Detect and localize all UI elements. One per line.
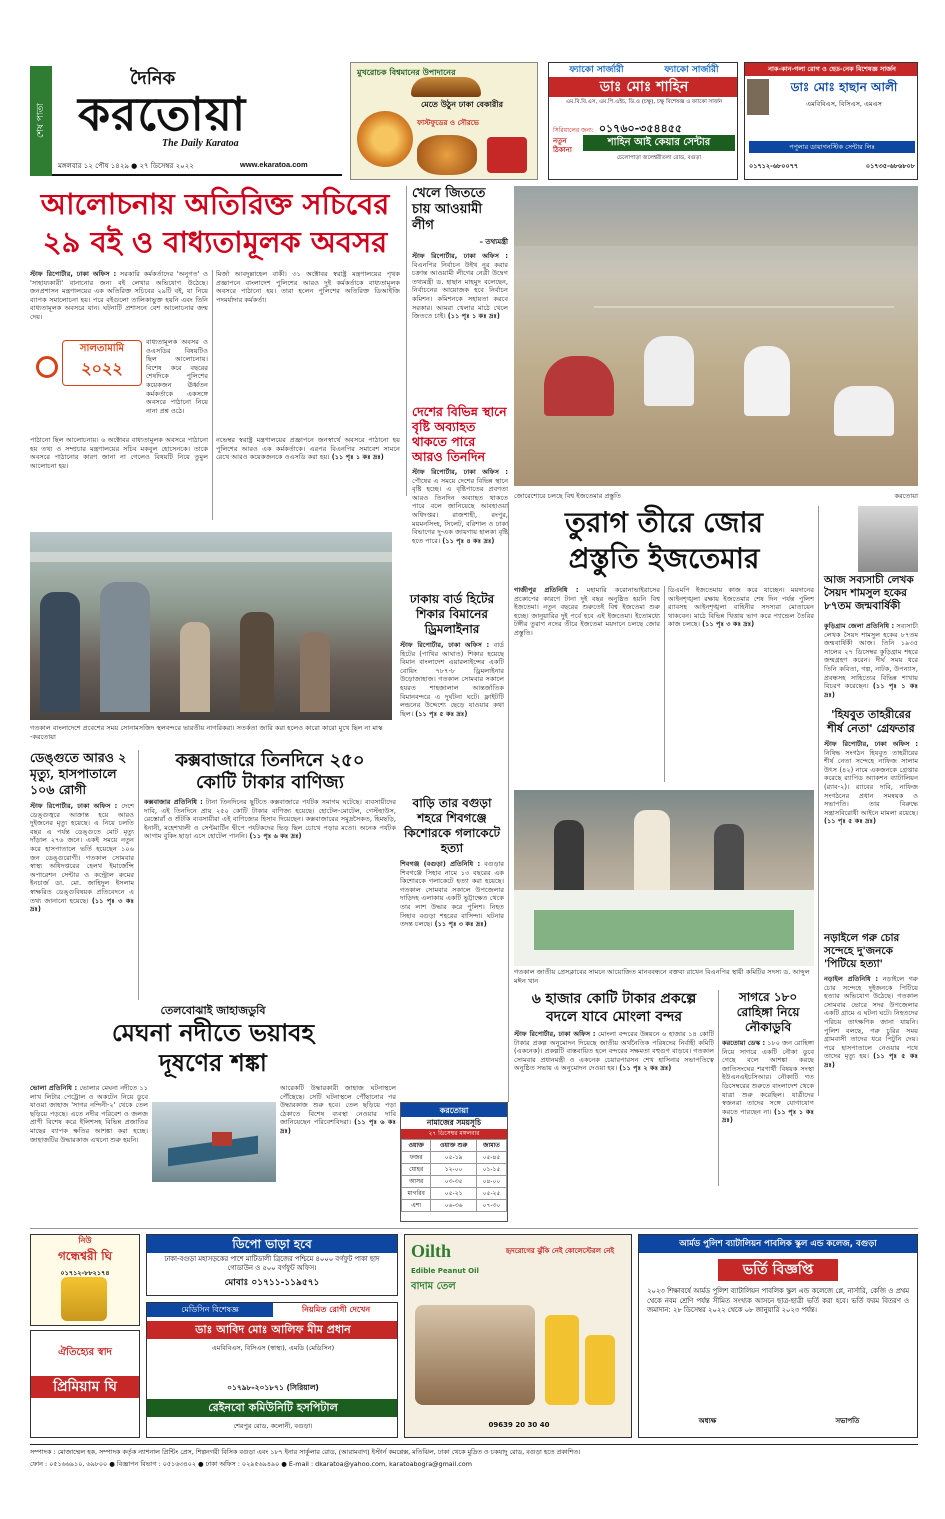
syed-photo bbox=[858, 506, 918, 572]
lead-body-col1c: পাঠানো ছিল আলোচনায়। ৬ অক্টোবর বাধ্যতামূলক অবসরে পাঠানো হয় তথ্য ও সম্প্রচার মন্ত্রণালয়ের সচিব মকবুল হোসেনকে। তাকে অবসরে পাঠানোর কারণ জানা না গেলেও বিষয়টি নিয়ে তুমুল আলোচনা হয়। bbox=[30, 436, 208, 470]
ent-ad-photo bbox=[747, 79, 769, 115]
border-photo bbox=[30, 532, 392, 720]
lead-body-col1b: বাধ্যতামূলক অবসর ও ওএসডির বিষয়টিও ছিল আলোচনায়। বিশেষ করে বছরের শেষদিকে পুলিশের কয়েকজন ঊর্ধ্বতন কর্মকর্তাকে একসঙ্গে অবসরে পাঠানো নিয়ে নানা প্রশ্ন ওঠে। bbox=[146, 338, 208, 415]
rohingya-story: সাগরে ১৮০ রোহিঙ্গা নিয়ে নৌকাডুবি করতোয়া ডেস্ক : ১৮০ জন রোহিঙ্গা নিয়ে সাগরে একটি নৌকা ডুবে গেছে বলে আশঙ্কা করছে জাতিসংঘের শরণার্থী বিষয়ক সংস্থা ইউএনএইচসিআর। নৌকাটি গত ডিসেম্বরের শুরুতে বাংলাদেশ থেকে যাত্রা শুরু করেছিল। যাত্রীদের স্বজনরা তাদের সঙ্গে যোগাযোগ করতে পারছেন না। (১১ পৃঃ ১ কঃ দ্রঃ) bbox=[722, 990, 814, 1125]
eye-ad-phone: ০১৭৬০-৩৫৪৪৫৫ bbox=[598, 122, 683, 135]
ent-ad-topline: নাক-কান-গলা রোগ ও হেড-নেক বিশেষজ্ঞ সার্জন bbox=[745, 63, 918, 76]
rohingya-continue[interactable]: (১১ পৃঃ ১ কঃ দ্রঃ) bbox=[722, 1107, 814, 1125]
birdhit-headline: ঢাকায় বার্ড হিটের শিকার বিমানের ড্রিমলাইনার bbox=[409, 592, 495, 636]
bakery-logo bbox=[487, 137, 527, 173]
prayer-times-box bbox=[400, 1102, 508, 1222]
imprint-contacts: ফোন : ০৫১৬৬৯১০, ৬৯৮০০ ● বিজ্ঞাপন বিভাগ : ০৫১৬৩৪০২ ● ঢাকা অফিস : ০২৯৫৬৯৪৯০ ● E-mail : dkaratoa@yahoo.com, karatoabogra@gmail.com bbox=[30, 1460, 472, 1468]
saltamami-badge bbox=[62, 340, 142, 386]
shibganj-continue[interactable]: (১১ পৃঃ ৩ কঃ দ্রঃ) bbox=[434, 920, 487, 929]
meghna-story: তেলবোঝাই জাহাজডুবি মেঘনা নদীতে ভয়াবহ দূষণের শঙ্কা ভোলা প্রতিনিধি : ভোলার মেঘনা নদীতে ১১ লাখ লিটার পেট্রোল ও অকটেন নিয়ে ডুবে যাওয়া জাহাজ 'সাগর নন্দিনী-২' থেকে তেল ছড়িয়ে পড়ছে। এতে নদীর পরিবেশ ও জলজ প্রাণী বিশেষ করে ইলিশসহ বিভিন্ন প্রজাতির মাছের ব্যাপক ক্ষতির আশঙ্কা করা হচ্ছে। জাহাজটির উদ্ধারকাজ এখনো শুরু হয়নি। আরেকটি উদ্ধারকারী জাহাজ ঘটনাস্থলে পৌঁছেছে। সেটি ঘটনাস্থলে পৌঁছানোর পর উদ্ধারকাজ শুরু হবে। তেল ছড়িয়ে পড়া ঠেকাতে বিশেষ ব্যবস্থা নেওয়ার দাবি জানিয়েছেন পরিবেশবিদরা। (১১ পৃঃ ৬ কঃ দ্রঃ) bbox=[30, 1004, 396, 1222]
prayer-date: ২৭ ডিসেম্বর মঙ্গলবার bbox=[401, 1129, 507, 1139]
prayer-row: আসর ০৩-৩৫ ০৪-০০ bbox=[402, 1176, 507, 1188]
ent-ad-degrees: এমবিবিএস, বিসিএস, এমএস bbox=[806, 100, 882, 108]
school-admission-ad[interactable]: আর্মড পুলিশ ব্যাটালিয়ন পাবলিক স্কুল এন্ড কলেজ, বগুড়া ভর্তি বিজ্ঞপ্তি ২০২৩ শিক্ষাবর্ষে আর্মড পুলিশ ব্যাটালিয়ন পাবলিক স্কুল এন্ড কলেজে প্লে, নার্সারি, কেজি ও প্রথম থেকে নবম শ্রেণি পর্যন্ত সীমিত সংখ্যক আসনে ছাত্র-ছাত্রী ভর্তি করা হবে। ভর্তি ফরম বিতরণ ও জমাদান: ২৮ ডিসেম্বর ২০২২ থেকে ০৮ জানুয়ারি ২০২৩ পর্যন্ত। অধ্যক্ষ সভাপতি bbox=[638, 1234, 918, 1438]
eye-ad-serial-label: সিরিয়ালের জন্য: bbox=[553, 127, 594, 134]
prayer-row: ফজর ০৫-১৯ ০৫-৪৫ bbox=[402, 1152, 507, 1164]
coxs-continue[interactable]: (১১ পৃঃ ৬ কঃ দ্রঃ) bbox=[249, 832, 302, 841]
coxs-headline-2: কোটি টাকার বাণিজ্য bbox=[196, 772, 344, 793]
side-label: শেষ পাতা bbox=[30, 66, 52, 176]
saltamami-year: ২০২২ bbox=[81, 359, 123, 378]
eye-ad-degrees: এম.বি.বি.এস, এম.পি.এইচ, ডি.ও (চক্ষু), চক্ষু বিশেষজ্ঞ ও ফ্যাকো সার্জন bbox=[565, 99, 723, 105]
eye-ad-tag-left: ফ্যাকো সার্জারী bbox=[549, 63, 644, 77]
ghee-ad-2[interactable]: ঐতিহ্যের স্বাদ প্রিমিয়াম ঘি bbox=[30, 1330, 140, 1438]
medicine-ad[interactable]: মেডিসিন বিশেষজ্ঞ নিয়মিত রোগী দেখেন ডাঃ আবিদ মোঃ আলিফ মীম প্রধান এমবিবিএস, বিসিএস (স্বাস্থ্য), এমডি (মেডিসিন) ০১৭৯৮-২০১৮৭১ (সিরিয়াল) রেইনবো কমিউনিটি হসপিটাল শেরপুর রোড, কলোনী, বগুড়া। bbox=[146, 1302, 398, 1438]
saltamami-label: সালতামামি bbox=[79, 343, 125, 354]
lead-body-col1: স্টাফ রিপোর্টার, ঢাকা অফিস : সরকারি কর্মকর্তাদের 'অনুগত' ও 'সাহায্যকারী' বানানোর জন্য বই লেখার অভিযোগ উঠেছে। জনপ্রশাসন মন্ত্রণালয়ের এক অতিরিক্ত সচিবের ২৯টি বই, যা নিয়ে ব্যাপক সমালোচনা হয়। পরে বইগুলো তালিকাভুক্ত হয়নি এবং তিনি বাধ্যতামূলক অবসরে যান। ঘটনাটি প্রশাসনে বেশ আলোচনার জন্ম দেয়। bbox=[30, 270, 208, 321]
rain-story: দেশের বিভিন্ন স্থানে বৃষ্টি অব্যাহত থাকতে পারে আরও তিনদিন স্টাফ রিপোর্টার, ঢাকা অফিস : পৌষের এ সময়ে দেশের বিভিন্ন স্থানে বৃষ্টি হচ্ছে। এ বৃষ্টিপাতের প্রবণতা আরও তিনদিন অব্যাহত থাকতে পারে বলে জানিয়েছে আবহাওয়া অধিদপ্তর। রাজশাহী, রংপুর, ময়মনসিংহ, সিলেট, বরিশাল ও ঢাকা বিভাগের দু-এক জায়গায় হালকা বৃষ্টি হতে পারে। (১১ পৃঃ ৪ কঃ দ্রঃ) bbox=[412, 404, 508, 545]
masthead-title-en: The Daily Karatoa bbox=[162, 138, 239, 149]
birdhit-story: ঢাকায় বার্ড হিটের শিকার বিমানের ড্রিমলাইনার স্টাফ রিপোর্টার, ঢাকা অফিস : বার্ড হিটের (পাখির আঘাত) শিকার হয়েছে বিমান বাংলাদেশ এয়ারলাইন্সের একটি বোয়িং ৭৮৭-৮ ড্রিমলাইনার উড়োজাহাজ। গতকাল সোমবার সকালে হযরত শাহজালাল আন্তর্জাতিক বিমানবন্দরে এ দুর্ঘটনা ঘটে। ফ্লাইটটি লন্ডনের উদ্দেশ্যে ছেড়ে যাওয়ার কথা ছিল। (১১ পৃঃ ৫ কঃ দ্রঃ) bbox=[400, 592, 504, 718]
lead-body-col2: মির্জা আবদুল্লাহেল বাকী। ৩১ অক্টোবর স্বরাষ্ট্র মন্ত্রণালয়ের পৃথক প্রজ্ঞাপনে বাংলাদেশ পুলিশের আরও দুই কর্মকর্তাকে বাধ্যতামূলক অবসরে পাঠানো হয়। তারা হলেন পুলিশের অতিরিক্ত ডিআইজি পদমর্যাদার কর্মকর্তা। bbox=[216, 270, 400, 304]
ijtema-continue[interactable]: (১১ পৃঃ ৩ কঃ দ্রঃ) bbox=[702, 620, 755, 629]
oil-bottle-image-2 bbox=[585, 1335, 615, 1405]
peanut-oil-ad[interactable]: Oilth Edible Peanut Oil বাদাম তেল হৃদরোগের ঝুঁকি নেই কোলেস্টেরল নেই 09639 20 30 40 bbox=[404, 1234, 632, 1438]
hefazat-headline: 'হিযবুত তাহরীরের শীর্ষ নেতা' গ্রেফতার bbox=[827, 708, 915, 735]
coxs-headline-1: কক্সবাজারে তিনদিনে ২৫০ bbox=[175, 750, 365, 771]
eye-ad[interactable] bbox=[548, 62, 738, 180]
ijtema-photo-credit: করতোয়া bbox=[894, 492, 918, 500]
awami-headline: খেলে জিততে চায় আওয়ামী লীগ bbox=[412, 186, 486, 233]
dengue-story: ডেঙ্গুতে আরও ২ মৃত্যু, হাসপাতালে ১০৬ রোগী স্টাফ রিপোর্টার, ঢাকা অফিস : দেশে ডেঙ্গুজ্বরে আক্রান্ত হয়ে আরও দুইজনের মৃত্যু হয়েছে। এ নিয়ে চলতি বছর এ পর্যন্ত ডেঙ্গুতে মোট মৃত্যু দাঁড়াল ২৭৬ জনে। একই সময়ে নতুন করে হাসপাতালে ভর্তি হয়েছেন ১০৬ জন ডেঙ্গুরোগী। গতকাল সোমবার স্বাস্থ্য অধিদপ্তরের হেলথ ইমার্জেন্সি অপারেশন সেন্টার ও কন্ট্রোল রুমের ইনচার্জ ডা. মো. জাহিদুল ইসলাম স্বাক্ষরিত ডেঙ্গুবিষয়ক প্রতিবেদনে এ তথ্য জানানো হয়েছে। (১১ পৃঃ ৩ কঃ দ্রঃ) bbox=[30, 750, 134, 914]
ghee-ad-1[interactable]: নিউ গন্ধেশ্বরী ঘি ০১৭১২-৮৮২১৭৪ bbox=[30, 1234, 140, 1326]
masthead-title: করতোয়া bbox=[78, 87, 247, 141]
ijtema-story: তুরাগ তীরে জোর প্রস্তুতি ইজতেমার গাজীপুর প্রতিনিধি : মহামারি করোনাভাইরাসের প্রকোপের কারণে টানা দুই বছর অনুষ্ঠিত হয়নি বিশ্ব ইজতেমা। নতুন বছরের শুরুতেই বিশ্ব ইজতেমা শুরু হচ্ছে। জানুয়ারির দুই পর্বে হবে এই ইজতেমা। ইতোমধ্যে টঙ্গীর তুরাগ নদের তীরে ইজতেমা ময়দানে চলছে জোর প্রস্তুতি। ডিএমপি ইজতেমায় কাজ করে যাচ্ছেন। ময়দানের আইনশৃঙ্খলা রক্ষায় ইজতেমার শেষ দিন পর্যন্ত পুলিশ র‌্যাবসহ আইনশৃঙ্খলা বাহিনীর সদস্যরা মোতায়েন থাকবেন। মাঠে বিভিন্ন খিত্তায় ভাগ করে প্যান্ডেল তৈরির কাজ চলছে। (১১ পৃঃ ৩ কঃ দ্রঃ) bbox=[514, 506, 814, 786]
ijtema-headline-1: তুরাগ তীরে জোর bbox=[565, 506, 763, 539]
clock-icon bbox=[36, 356, 58, 378]
shipwreck-photo bbox=[152, 1102, 276, 1182]
birdhit-continue[interactable]: (১১ পৃঃ ৫ কঃ দ্রঃ) bbox=[415, 709, 468, 718]
meghna-continue[interactable]: (১১ পৃঃ ৬ কঃ দ্রঃ) bbox=[280, 1118, 396, 1135]
rohingya-headline: সাগরে ১৮০ রোহিঙ্গা নিয়ে নৌকাডুবি bbox=[736, 990, 800, 1034]
food-ad-line3: ফাস্টফুডের ও সৌরভে bbox=[417, 119, 479, 127]
eye-ad-centre: শাহিন আই কেয়ার সেন্টার bbox=[583, 135, 735, 151]
mongla-continue[interactable]: (১১ পৃঃ ২ কঃ দ্রঃ) bbox=[619, 1064, 672, 1073]
mongla-headline: ৬ হাজার কোটি টাকার প্রকল্পে বদলে যাবে মোংলা বন্দর bbox=[531, 991, 697, 1025]
prayer-title: নামাজের সময়সূচি bbox=[426, 1118, 482, 1127]
lead-headline-1: আলোচনায় অতিরিক্ত সচিবের bbox=[40, 187, 390, 221]
shibganj-headline: বাড়ি তার বগুড়া শহরে শিবগঞ্জে কিশোরকে গলাকেটে হত্যা bbox=[403, 796, 501, 855]
ijtema-headline-2: প্রস্তুতি ইজতেমার bbox=[568, 542, 760, 575]
eye-ad-doctor: ডাঃ মোঃ শাহিন bbox=[549, 77, 738, 97]
eye-ad-new-address: নতুন ঠিকানা bbox=[553, 137, 572, 154]
lead-body-col2b: নভেম্বর স্বরাষ্ট্র মন্ত্রণালয়ের প্রজ্ঞাপনে জনস্বার্থে অবসরে পাঠানো হয় পুলিশের আরও এক কর্মকর্তাকে। এরপর বিএনপির সমাবেশ সামনে রেখে আরও কয়েকজনকে ওএসডি করা হয়। (১১ পৃঃ ১ কঃ দ্রঃ) bbox=[216, 436, 400, 462]
awami-sub: – তথ্যমন্ত্রী bbox=[479, 238, 508, 246]
ent-ad-doctor: ডাঃ মোঃ হাছান আলী bbox=[790, 80, 898, 94]
masthead-rule bbox=[52, 174, 342, 176]
ijtema-photo bbox=[514, 186, 918, 486]
food-ad-line2: মেতে উঠুন ঢাকা বেকারীর bbox=[421, 100, 504, 109]
prayer-row: যোহর ১২-০০ ০১-১৫ bbox=[402, 1164, 507, 1176]
meghna-kicker: তেলবোঝাই জাহাজডুবি bbox=[160, 1004, 266, 1017]
rain-headline: দেশের বিভিন্ন স্থানে বৃষ্টি অব্যাহত থাকতে পারে আরও তিনদিন bbox=[412, 404, 507, 464]
depot-ad[interactable]: ডিপো ভাড়া হবে ঢাকা-বগুড়া মহাসড়কের পাশে মাটিডালী ব্রিজের পশ্চিমে ৪০০০ বর্গফুট পাকা ছাদ গোডাউন ও ৫০০ বর্গফুট অফিস। মোবাঃ ০১৭১১-১১৯৫৭১ bbox=[146, 1234, 398, 1296]
eye-ad-tag-right: ফ্যাকো সার্জারী bbox=[664, 65, 719, 75]
prayer-table: ওয়াক্ত ওয়াক্ত শুরু জামাত ফজর ০৫-১৯ ০৫-৪৫ যোহর ১২-০০ ০১-১৫ আসর ০৩-৩৫ ০৪-০০ মাগরিব ০৫-২১ ০৫-২৫ এশা ০৬-৩৬ ০৭-৩০ bbox=[401, 1139, 507, 1212]
eye-ad-address: চেলোপাড়া জলেশ্বরীতলা রোড, বগুড়া bbox=[616, 155, 702, 161]
lead-story bbox=[30, 186, 400, 524]
border-photo-caption: গতকাল বাংলাদেশে প্রবেশের সময় সোনামসজিদ স্থলবন্দরে ভারতীয় নাগরিকরা। সতর্কতা জারি করা হলেও কারো কারো মুখে ছিল না মাস্ক -করতোয়া bbox=[30, 724, 383, 741]
narail-continue[interactable]: (১১ পৃঃ ৫ কঃ দ্রঃ) bbox=[824, 1052, 918, 1069]
narail-story: নড়াইলে গরু চোর সন্দেহে দু'জনকে 'পিটিয়ে হত্যা' নড়াইল প্রতিনিধি : নড়াইলে গরু চোর সন্দেহে দুইজনকে পিটিয়ে হত্যার অভিযোগ উঠেছে। গতকাল সোমবার ভোরে সদর উপজেলার একটি গ্রামে এ ঘটনা ঘটে। নিহতদের পরিচয় তাৎক্ষণিক জানা যায়নি। পুলিশ বলছে, গরু চুরির সময় গ্রামবাসী তাদের ধরে পিটুনি দেয়। পরে হাসপাতালে নেওয়ার পথে তাদের মৃত্যু হয়। (১১ পৃঃ ৫ কঃ দ্রঃ) bbox=[824, 932, 918, 1069]
hefazat-story: 'হিযবুত তাহরীরের শীর্ষ নেতা' গ্রেফতার স্টাফ রিপোর্টার, ঢাকা অফিস : নিষিদ্ধ সংগঠন হিযবুত তাহরীরের শীর্ষ নেতা সন্দেহে নাফিজ সালাম উৎস (৪২) নামে একজনকে গ্রেপ্তার করেছে র‌্যাপিড অ্যাকশন ব্যাটালিয়ন (র‌্যাব-২)। র‌্যাবের দাবি, নাফিজ সংগঠনের প্রধান সমন্বয়ক ও সভাপতি। তার বিরুদ্ধে সন্ত্রাসবিরোধী আইনে মামলা রয়েছে। (১১ পৃঃ ৫ কঃ দ্রঃ) bbox=[824, 708, 918, 826]
ghee-jar-image bbox=[61, 1277, 107, 1321]
chicken-image bbox=[417, 135, 477, 175]
prayer-brand: করতোয়া bbox=[401, 1103, 507, 1117]
lead-headline-2: ২৯ বই ও বাধ্যতামূলক অবসর bbox=[42, 225, 388, 259]
masthead bbox=[30, 62, 342, 178]
ijtema-photo-caption: জোরেশোরে চলছে বিশ্ব ইজতেমার প্রস্তুতি bbox=[514, 492, 621, 500]
prayer-row: মাগরিব ০৫-২১ ০৫-২৫ bbox=[402, 1188, 507, 1200]
narail-headline: নড়াইলে গরু চোর সন্দেহে দু'জনকে 'পিটিয়ে হত্যা' bbox=[824, 932, 900, 970]
protest-photo-caption: গতকাল জাতীয় প্রেসক্লাবের সামনে আয়োজিত মানববন্ধনে বক্তব্য রাখেন বিএনপির স্থায়ী কমিটির সদস্য ড. আব্দুল মঈন খান bbox=[514, 968, 810, 985]
oil-family-image bbox=[415, 1305, 535, 1405]
pizza-image bbox=[357, 111, 413, 167]
ent-ad-phone1: ০১৭১২-৬৮০০৭৭ bbox=[749, 162, 799, 170]
food-ad[interactable] bbox=[350, 62, 538, 180]
ent-ad-phone2: ০১৭৩৫-৬৮৬৮০৮ bbox=[865, 162, 915, 170]
coxs-story: কক্সবাজারে তিনদিনে ২৫০ কোটি টাকার বাণিজ্য কক্সবাজার প্রতিনিধি : টানা তিনদিনের ছুটিতে কক্সবাজারে পর্যটক সমাগম ঘটেছে। ব্যবসায়ীদের দাবি, এই তিনদিনে প্রায় ২৫০ কোটি টাকার বাণিজ্য হয়েছে। হোটেল-মোটেল, গেস্টহাউস, রেস্তোরাঁ ও শুঁটকি ব্যবসায়ীরা এই বাণিজ্যের হিসাব দিয়েছেন। কক্সবাজারের সমুদ্রসৈকত, হিমছড়ি, ইনানী, মহেশখালী ও সেন্টমার্টিন দ্বীপে পর্যটকদের ভিড় ছিল চোখে পড়ার মতো। অনেক পর্যটক আগাম বুকিং ছাড়া এসে হোটেল পাননি। (১১ পৃঃ ৬ কঃ দ্রঃ) bbox=[144, 750, 396, 841]
awami-continue[interactable]: (১১ পৃঃ ১ কঃ দ্রঃ) bbox=[447, 312, 500, 321]
newspaper-page bbox=[30, 62, 918, 1502]
syed-headline: আজ সব্যসাচী লেখক সৈয়দ শামসুল হকের ৮৭তম জন্মবার্ষিকী bbox=[824, 574, 914, 612]
syed-continue[interactable]: (১১ পৃঃ ১ কঃ দ্রঃ) bbox=[824, 682, 918, 699]
hefazat-continue[interactable]: (১১ পৃঃ ৫ কঃ দ্রঃ) bbox=[824, 817, 877, 826]
ent-ad-inst: পপুলার ডায়াগনস্টিক সেন্টার লিঃ bbox=[749, 141, 915, 153]
rain-continue[interactable]: (১১ পৃঃ ৪ কঃ দ্রঃ) bbox=[442, 536, 495, 545]
meghna-headline-2: দূষণের শঙ্কা bbox=[159, 1048, 267, 1077]
food-ad-line1: মুখরোচক বিশ্বমানের উপাদানের bbox=[357, 68, 456, 77]
dengue-headline: ডেঙ্গুতে আরও ২ মৃত্যু, হাসপাতালে ১০৬ রোগী bbox=[30, 750, 127, 797]
masthead-date: মঙ্গলবার ১২ পৌষ ১৪২৯ ● ২৭ ডিসেম্বর ২০২২ bbox=[58, 162, 194, 170]
masthead-title-small: দৈনিক bbox=[130, 68, 176, 89]
protest-photo bbox=[514, 790, 814, 966]
lead-continue[interactable]: (১১ পৃঃ ১ কঃ দ্রঃ) bbox=[331, 453, 384, 462]
ent-ad[interactable] bbox=[744, 62, 918, 180]
masthead-website[interactable]: www.ekaratoa.com bbox=[240, 160, 308, 169]
prayer-row: এশা ০৬-৩৬ ০৭-৩০ bbox=[402, 1200, 507, 1212]
imprint: সম্পাদক : মোজাম্মেল হক, সম্পাদক কর্তৃক ন্যাশনাল প্রিন্টিং প্রেস, শিল্পনগরী বিসিক বগুড়া এবং ১৮৭ ইনার সার্কুলার রোড, (আরামবাগ) ইস্টার্ন কমপ্লেক্স, মতিঝিল, ঢাকা থেকে মুদ্রিত ও চকযাদু রোড, বগুড়া হতে প্রকাশিত। bbox=[30, 1448, 581, 1456]
burger-image bbox=[411, 77, 481, 97]
mongla-story: ৬ হাজার কোটি টাকার প্রকল্পে বদলে যাবে মোংলা বন্দর স্টাফ রিপোর্টার, ঢাকা অফিস : মোংলা বন্দরের উন্নয়নে ৬ হাজার ১৪ কোটি টাকার প্রকল্প অনুমোদন দিয়েছে জাতীয় অর্থনৈতিক পরিষদের নির্বাহী কমিটি (একনেক)। প্রকল্পটি বাস্তবায়িত হলে বন্দরের সক্ষমতা বহুগুণ বাড়বে। গতকাল সোমবার প্রধানমন্ত্রী ও একনেক চেয়ারপারসন শেখ হাসিনার সভাপতিত্বে অনুষ্ঠিত সভায় এ অনুমোদন দেওয়া হয়। (১১ পৃঃ ২ কঃ দ্রঃ) bbox=[514, 991, 714, 1073]
dengue-continue[interactable]: (১১ পৃঃ ৩ কঃ দ্রঃ) bbox=[30, 896, 134, 914]
meghna-headline-1: মেঘনা নদীতে ভয়াবহ bbox=[111, 1018, 315, 1047]
oil-bottle-image bbox=[545, 1315, 579, 1405]
shibganj-story: বাড়ি তার বগুড়া শহরে শিবগঞ্জে কিশোরকে গলাকেটে হত্যা শিবগঞ্জ (বগুড়া) প্রতিনিধি : বগুড়ার শিবগঞ্জে সিহাব নামে ১৩ বছরের এক কিশোরকে গলাকেটে হত্যা করা হয়েছে। গতকাল সোমবার সকালে উপজেলার দাড়িদহ এলাকায় একটি ভুট্টাক্ষেত থেকে তার লাশ উদ্ধার করে পুলিশ। নিহত সিহাব বগুড়া শহরের বাসিন্দা। ঘটনার তদন্ত চলছে। (১১ পৃঃ ৩ কঃ দ্রঃ) bbox=[400, 796, 504, 929]
syed-story: আজ সব্যসাচী লেখক সৈয়দ শামসুল হকের ৮৭তম জন্মবার্ষিকী কুড়িগ্রাম জেলা প্রতিনিধি : সব্যসাচী লেখক সৈয়দ শামসুল হকের ৮৭তম জন্মবার্ষিকী আজ। তিনি ১৯৩৫ সালের ২৭ ডিসেম্বর কুড়িগ্রাম শহরে জন্মগ্রহণ করেন। দীর্ঘ সময় ধরে তিনি কবিতা, গল্প, নাটক, উপন্যাস, প্রবন্ধসহ সাহিত্যের বিভিন্ন শাখায় বিচরণ করেছেন। (১১ পৃঃ ১ কঃ দ্রঃ) bbox=[824, 506, 918, 702]
awami-story: খেলে জিততে চায় আওয়ামী লীগ – তথ্যমন্ত্রী স্টাফ রিপোর্টার, ঢাকা অফিস : বিএনপির নির্বাচন উইথ নুর করার চক্রান্ত আওয়ামী লীগের নেত্রী উদ্বেগ তথ্যমন্ত্রী ড. হাছান মাহমুদ বলেছেন, নির্বাচনের আয়োজক হবে নির্বাচন কমিশন। কমিশনকে সহায়তা করবে সরকার। আমরা খেলার মাঠে খেলে জিততে চাই। (১১ পৃঃ ১ কঃ দ্রঃ) bbox=[412, 186, 508, 321]
